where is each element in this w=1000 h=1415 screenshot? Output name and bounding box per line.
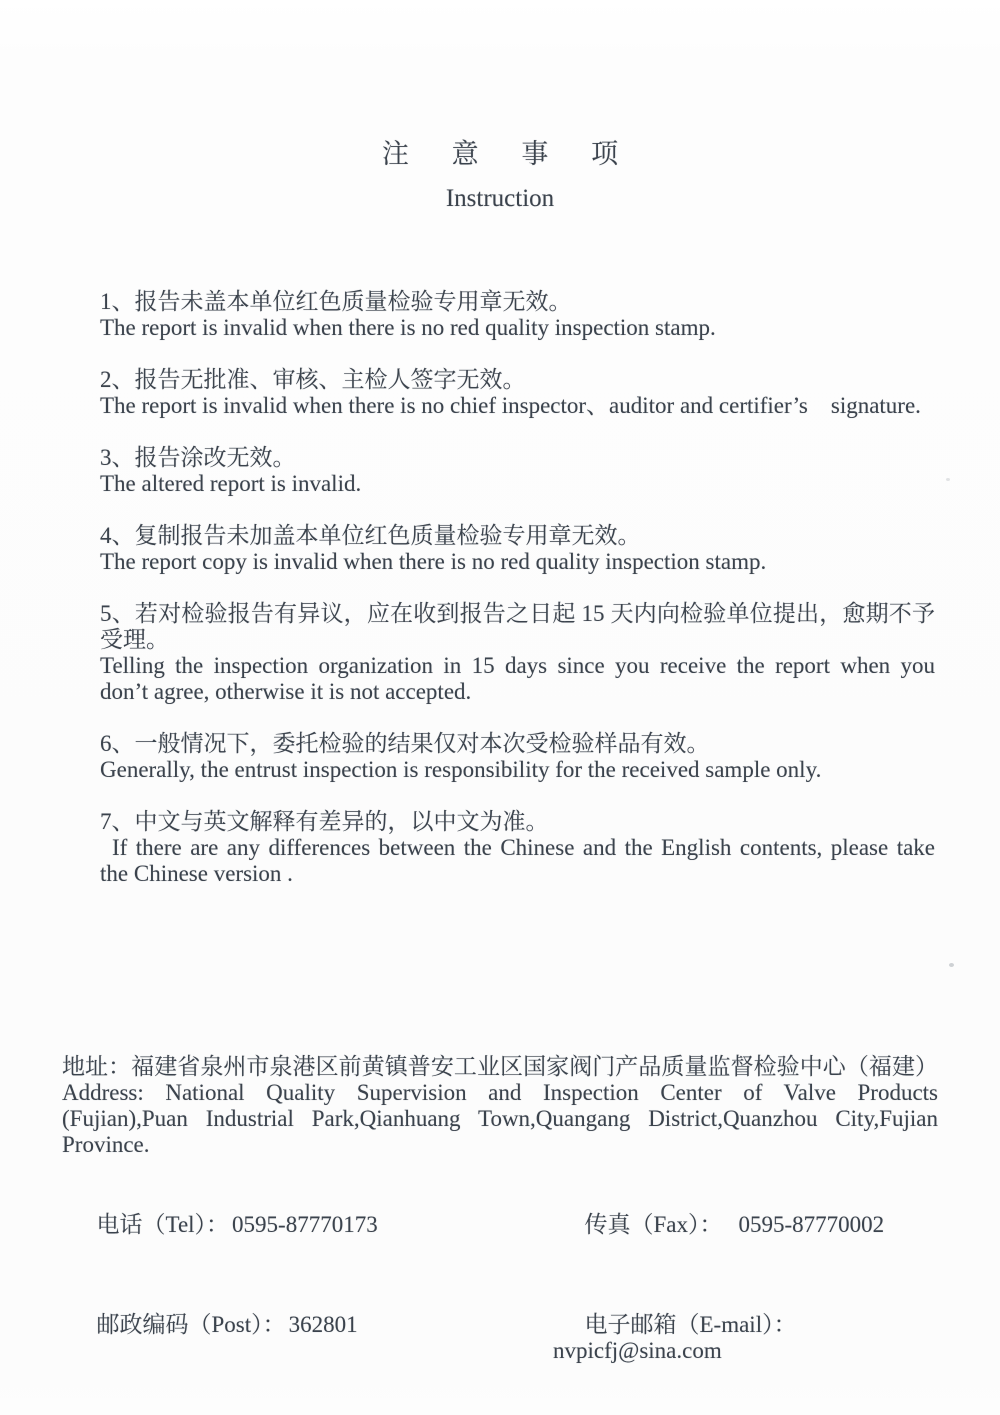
email-value: nvpicfj@sina.com (553, 1338, 722, 1363)
item-7-cn-line: 7、中文与英文解释有差异的，以中文为准。 (100, 809, 549, 834)
item-4-en-line: The report copy is invalid when there is no red quality inspection stamp. (100, 549, 767, 574)
page-title-cn: 注 意 事 项 (381, 139, 619, 169)
address-cn-line: 地址：福建省泉州市泉港区前黄镇普安工业区国家阀门产品质量监督检验中心（福建） (62, 1054, 938, 1079)
item-5-cn-line-1: 5、若对检验报告有异议，应在收到报告之日起 15 天内向检验单位提出，愈期不予 (100, 601, 935, 626)
post-field (62, 1286, 550, 1390)
email-field (550, 1286, 960, 1390)
contact-row-2 (0, 1286, 1000, 1390)
item-6-en-line: Generally, the entrust inspection is responsibility for the received sample only. (100, 757, 822, 782)
item-2-en-line: The report is invalid when there is no chief inspector、auditor and certifier’s signature. (100, 393, 921, 418)
email-label: 电子邮箱（E-mail）： (584, 1312, 797, 1337)
list-item-3 (100, 445, 935, 497)
item-2-cn-line: 2、报告无批准、审核、主检人签字无效。 (100, 367, 526, 392)
address-en-line-3: Province. (62, 1132, 150, 1157)
item-1-en-line: The report is invalid when there is no red quality inspection stamp. (100, 315, 716, 340)
list-item-2 (100, 367, 935, 419)
tel-field (62, 1186, 550, 1264)
fax-field (550, 1186, 960, 1264)
item-1-cn-line: 1、报告未盖本单位红色质量检验专用章无效。 (100, 289, 572, 314)
item-3-en-line: The altered report is invalid. (100, 471, 362, 496)
list-item-5 (100, 601, 935, 705)
item-6-cn-line: 6、一般情况下，委托检验的结果仅对本次受检验样品有效。 (100, 731, 710, 756)
instruction-list (0, 289, 1000, 887)
item-5-en-line-1: Telling the inspection organization in 15 days since you receive the report when you (100, 653, 935, 678)
contact-row-1 (0, 1186, 1000, 1264)
item-5-en-line-2: don’t agree, otherwise it is not accepted. (100, 679, 472, 704)
list-item-6 (100, 731, 935, 783)
list-item-7 (100, 809, 935, 887)
list-item-1 (100, 289, 935, 341)
list-item-4 (100, 523, 935, 575)
item-7-en-line-2: the Chinese version . (100, 861, 293, 886)
fax-value: 0595-87770002 (738, 1212, 885, 1237)
item-4-cn-line: 4、复制报告未加盖本单位红色质量检验专用章无效。 (100, 523, 641, 548)
address-block (0, 1054, 1000, 1158)
address-en-line-1: Address: National Quality Supervision and Inspection Center of Valve Products (62, 1080, 938, 1105)
address-en-line-2: (Fujian),Puan Industrial Park,Qianhuang Town,Quangang District,Quanzhou City,Fujian (62, 1106, 938, 1131)
page-title-en: Instruction (445, 185, 555, 212)
tel-label: 电话（Tel）： (96, 1212, 230, 1237)
post-value: 362801 (288, 1312, 358, 1337)
item-7-en-line-1: If there are any differences between the Chinese and the English contents, please take (112, 835, 935, 860)
scan-speck (949, 963, 954, 967)
fax-label: 传真（Fax）： (584, 1212, 723, 1237)
scan-speck (946, 478, 950, 481)
item-5-cn-line-2: 受理。 (100, 627, 169, 652)
post-label: 邮政编码（Post）： (96, 1312, 286, 1337)
item-3-cn-line: 3、报告涂改无效。 (100, 445, 296, 470)
tel-value: 0595-87770173 (232, 1212, 378, 1237)
